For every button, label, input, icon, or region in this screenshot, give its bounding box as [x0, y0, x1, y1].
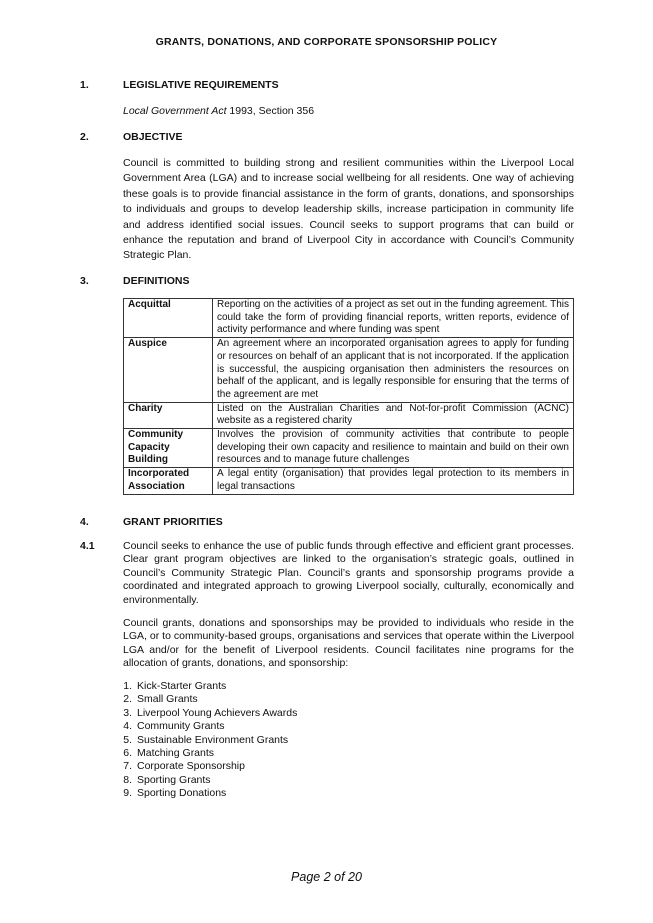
- program-name: Sustainable Environment Grants: [137, 733, 289, 746]
- list-number: 3.: [123, 706, 132, 719]
- list-number: 9.: [123, 787, 132, 800]
- section-3-title: DEFINITIONS: [123, 275, 190, 287]
- program-name: Small Grants: [137, 693, 198, 706]
- program-name: Community Grants: [137, 720, 225, 733]
- program-name: Liverpool Young Achievers Awards: [137, 706, 298, 719]
- list-item: [114, 720, 297, 733]
- list-item: [114, 747, 297, 760]
- program-name: Corporate Sponsorship: [137, 760, 245, 773]
- program-name: Matching Grants: [137, 747, 215, 760]
- table-row: [124, 429, 574, 468]
- page-number-footer: Page 2 of 20: [291, 870, 362, 884]
- legislation-reference: [123, 104, 574, 119]
- definition-text: Reporting on the activities of a project as set out in the funding agreement. This could take the form of providing financial reports, written reports, evidence of activity performance and where funding was spent: [213, 299, 574, 338]
- program-name: Sporting Grants: [137, 773, 211, 786]
- act-name: Local Government Act: [123, 105, 227, 117]
- table-row: [124, 468, 574, 494]
- definition-text: Involves the provision of community activities that contribute to people developing their own capacity and resilience to maintain and build on their own resources and to manage future challenges: [213, 429, 574, 468]
- list-number: 6.: [123, 747, 132, 760]
- table-row: [124, 299, 574, 338]
- definition-text: An agreement where an incorporated organisation agrees to apply for funding or resources on behalf of an applicant that is not incorporated. If the application is successful, the auspicing organisation then administers the resources on behalf of the applicant, and is legally responsible for ensuring that the terms of the agreement are met: [213, 338, 574, 403]
- section-2-title: OBJECTIVE: [123, 131, 183, 143]
- objective-paragraph: Council is committed to building strong and resilient communities within the Liverpool Local Government Area (LGA) and to increase social wellbeing for all residents. One way of achieving these goals is to provide financial assistance in the form of grants, donations, and sponsorships to individuals and groups to develop leadership skills, increase participation in community life and address identified social issues. Council seeks to support programs that can build or enhance the reputation and brand of Liverpool City in accordance with Council’s Community Strategic Plan.: [123, 157, 574, 262]
- definition-text: A legal entity (organisation) that provides legal protection to its members in legal transactions: [213, 468, 574, 494]
- list-number: 8.: [123, 773, 132, 786]
- list-item: [114, 774, 297, 787]
- list-item: [114, 680, 297, 693]
- definitions-table: [123, 298, 574, 495]
- definition-term: Auspice: [124, 338, 213, 403]
- section-1-title: LEGISLATIVE REQUIREMENTS: [123, 79, 279, 91]
- table-row: [124, 402, 574, 428]
- definition-text: Listed on the Australian Charities and Not-for-profit Commission (ACNC) website as a registered charity: [213, 402, 574, 428]
- list-number: 1.: [123, 680, 132, 692]
- list-number: 5.: [123, 733, 132, 746]
- list-item: [114, 693, 297, 706]
- list-item: [114, 707, 297, 720]
- list-number: 7.: [123, 760, 132, 773]
- program-name: Kick-Starter Grants: [137, 680, 227, 692]
- grant-priorities-paragraph-1: Council seeks to enhance the use of public funds through effective and efficient grant processes. Clear grant program objectives are linked to the organisation’s strategic goals, outlined in Council’s Community Strategic Plan. Council’s grants and sponsorship programs provide a coordinated and integrated approach to growing Liverpool socially, culturally, economically and environmentally.: [123, 540, 574, 606]
- list-item: [114, 734, 297, 747]
- section-4-number: 4.: [80, 516, 89, 528]
- section-4-title: GRANT PRIORITIES: [123, 516, 223, 528]
- act-section: 1993, Section 356: [226, 105, 315, 117]
- document-header: GRANTS, DONATIONS, AND CORPORATE SPONSORSHIP POLICY: [155, 36, 498, 48]
- list-number: 2.: [123, 693, 132, 706]
- table-row: [124, 338, 574, 403]
- grant-programs-list: [114, 680, 297, 801]
- list-item: [114, 760, 297, 773]
- section-3-number: 3.: [80, 275, 89, 287]
- subsection-4-1-number: 4.1: [80, 540, 95, 552]
- definition-term: Acquittal: [124, 299, 213, 338]
- list-number: 4.: [123, 720, 132, 733]
- program-name: Sporting Donations: [137, 787, 227, 800]
- list-item: [114, 787, 297, 800]
- section-1-number: 1.: [80, 79, 89, 91]
- definition-term: Charity: [124, 402, 213, 428]
- definition-term: Community Capacity Building: [124, 429, 213, 468]
- definition-term: Incorporated Association: [124, 468, 213, 494]
- grant-priorities-paragraph-2: Council grants, donations and sponsorships may be provided to individuals who reside in the LGA, or to community-based groups, organisations and services that operate within the Liverpool LGA and/or for the benefit of Liverpool residents. Council facilitates nine programs for the allocation of grants, donations, and sponsorship:: [123, 617, 574, 670]
- section-2-number: 2.: [80, 131, 89, 143]
